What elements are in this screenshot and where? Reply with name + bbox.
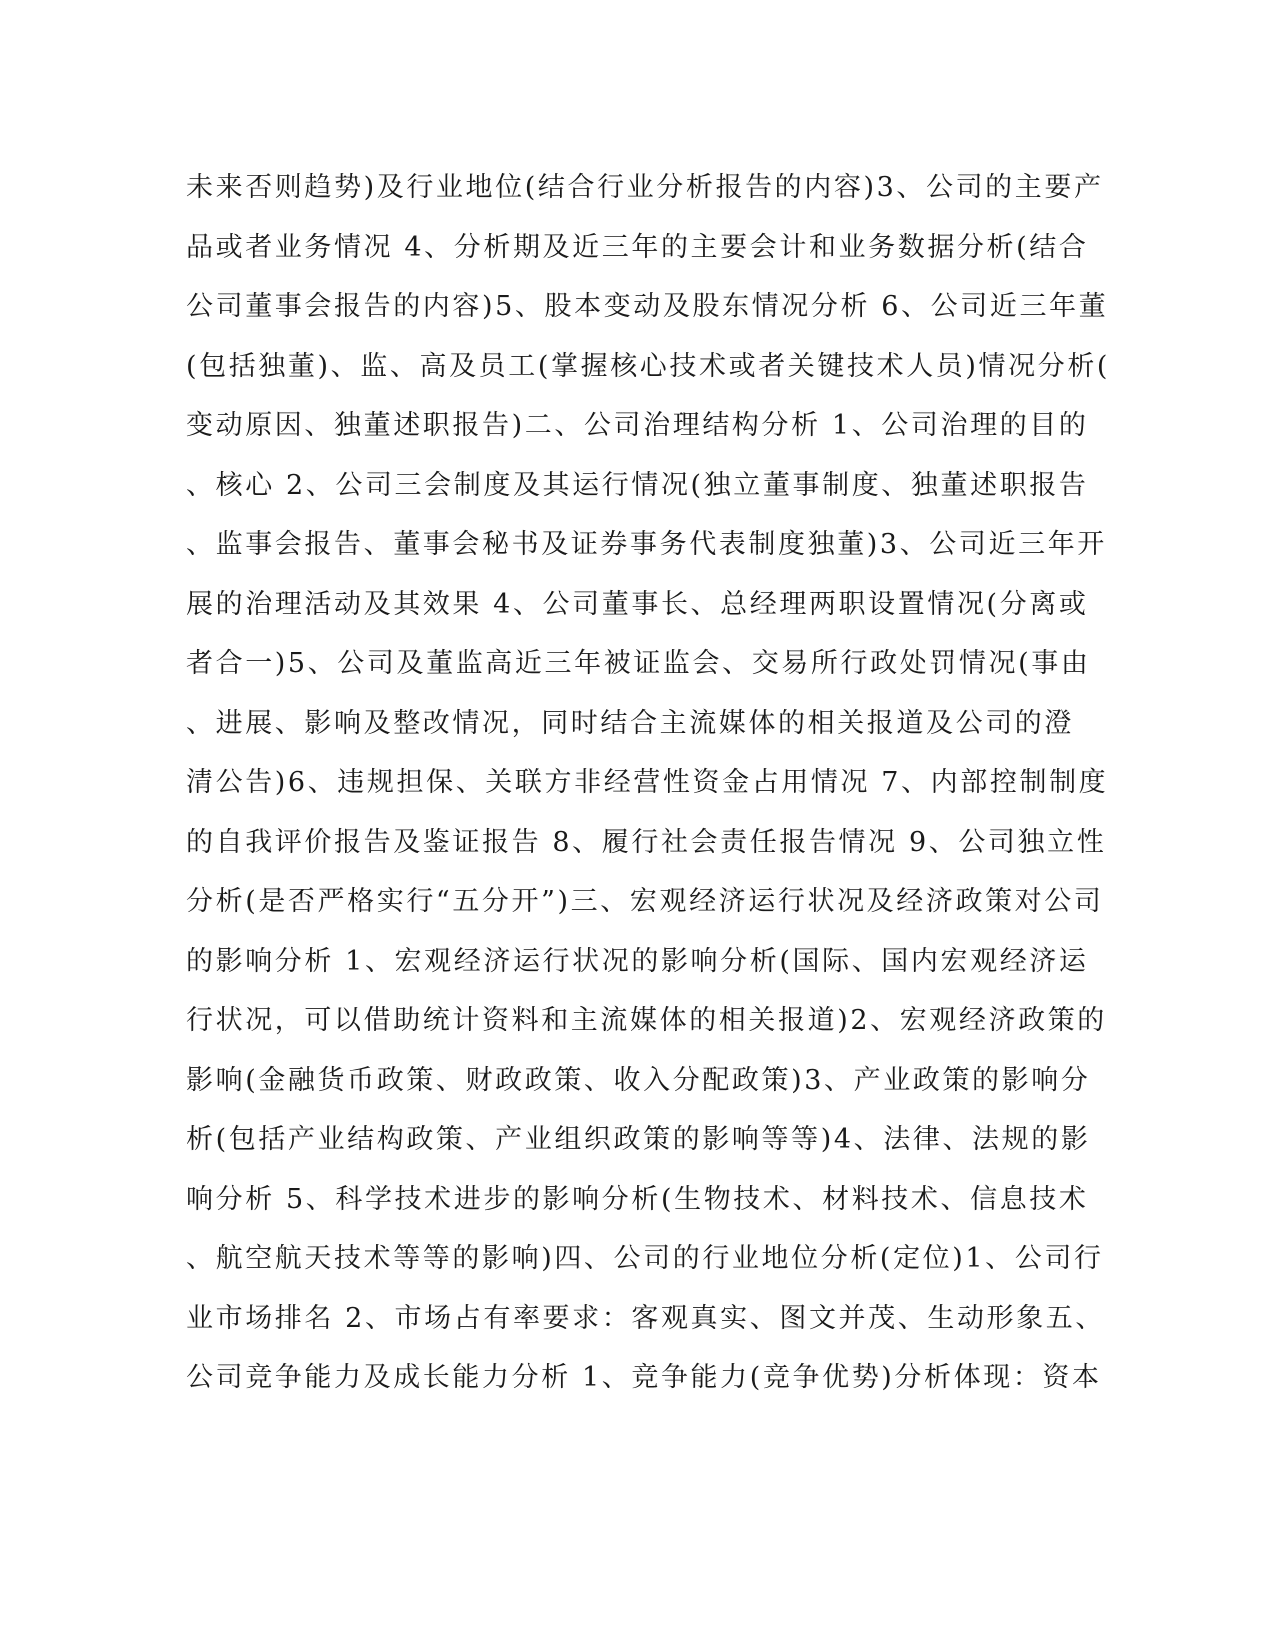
text-line: 的自我评价报告及鉴证报告 8、履行社会责任报告情况 9、公司独立性 [186,826,1107,858]
text-line: 分析(是否严格实行“五分开”)三、宏观经济运行状况及经济政策对公司 [186,886,1104,917]
body-text [186,158,1111,1408]
text-line: (包括独董)、监、高及员工(掌握核心技术或者关键技术人员)情况分析( [186,350,1111,382]
text-line: 、进展、影响及整改情况，同时结合主流媒体的相关报道及公司的澄 [186,707,1074,739]
text-line: 、航空航天技术等等的影响)四、公司的行业地位分析(定位)1、公司行 [186,1243,1104,1274]
text-line: 的影响分析 1、宏观经济运行状况的影响分析(国际、国内宏观经济运 [186,945,1089,977]
text-line: 清公告)6、违规担保、关联方非经营性资金占用情况 7、内部控制制度 [186,767,1109,798]
text-line: 者合一)5、公司及董监高近三年被证监会、交易所行政处罚情况(事由 [186,648,1091,679]
text-line: 析(包括产业结构政策、产业组织政策的影响等等)4、法律、法规的影 [186,1124,1091,1155]
text-line: 公司竞争能力及成长能力分析 1、竞争能力(竞争优势)分析体现：资本 [186,1362,1102,1393]
text-line: 行状况，可以借助统计资料和主流媒体的相关报道)2、宏观经济政策的 [186,1005,1107,1036]
text-line: 变动原因、独董述职报告)二、公司治理结构分析 1、公司治理的目的 [186,410,1089,441]
text-line: 品或者业务情况 4、分析期及近三年的主要会计和业务数据分析(结合 [186,231,1089,263]
text-line: 展的治理活动及其效果 4、公司董事长、总经理两职设置情况(分离或 [186,588,1089,620]
text-line: 、核心 2、公司三会制度及其运行情况(独立董事制度、独董述职报告 [186,469,1089,501]
text-line: 未来否则趋势)及行业地位(结合行业分析报告的内容)3、公司的主要产 [186,172,1104,203]
text-line: 业市场排名 2、市场占有率要求：客观真实、图文并茂、生动形象五、 [186,1302,1105,1334]
text-line: 响分析 5、科学技术进步的影响分析(生物技术、材料技术、信息技术 [186,1183,1089,1215]
text-line: 影响(金融货币政策、财政政策、收入分配政策)3、产业政策的影响分 [186,1064,1091,1096]
text-line: 公司董事会报告的内容)5、股本变动及股东情况分析 6、公司近三年董 [186,291,1109,322]
text-line: 、监事会报告、董事会秘书及证券事务代表制度独董)3、公司近三年开 [186,529,1107,560]
